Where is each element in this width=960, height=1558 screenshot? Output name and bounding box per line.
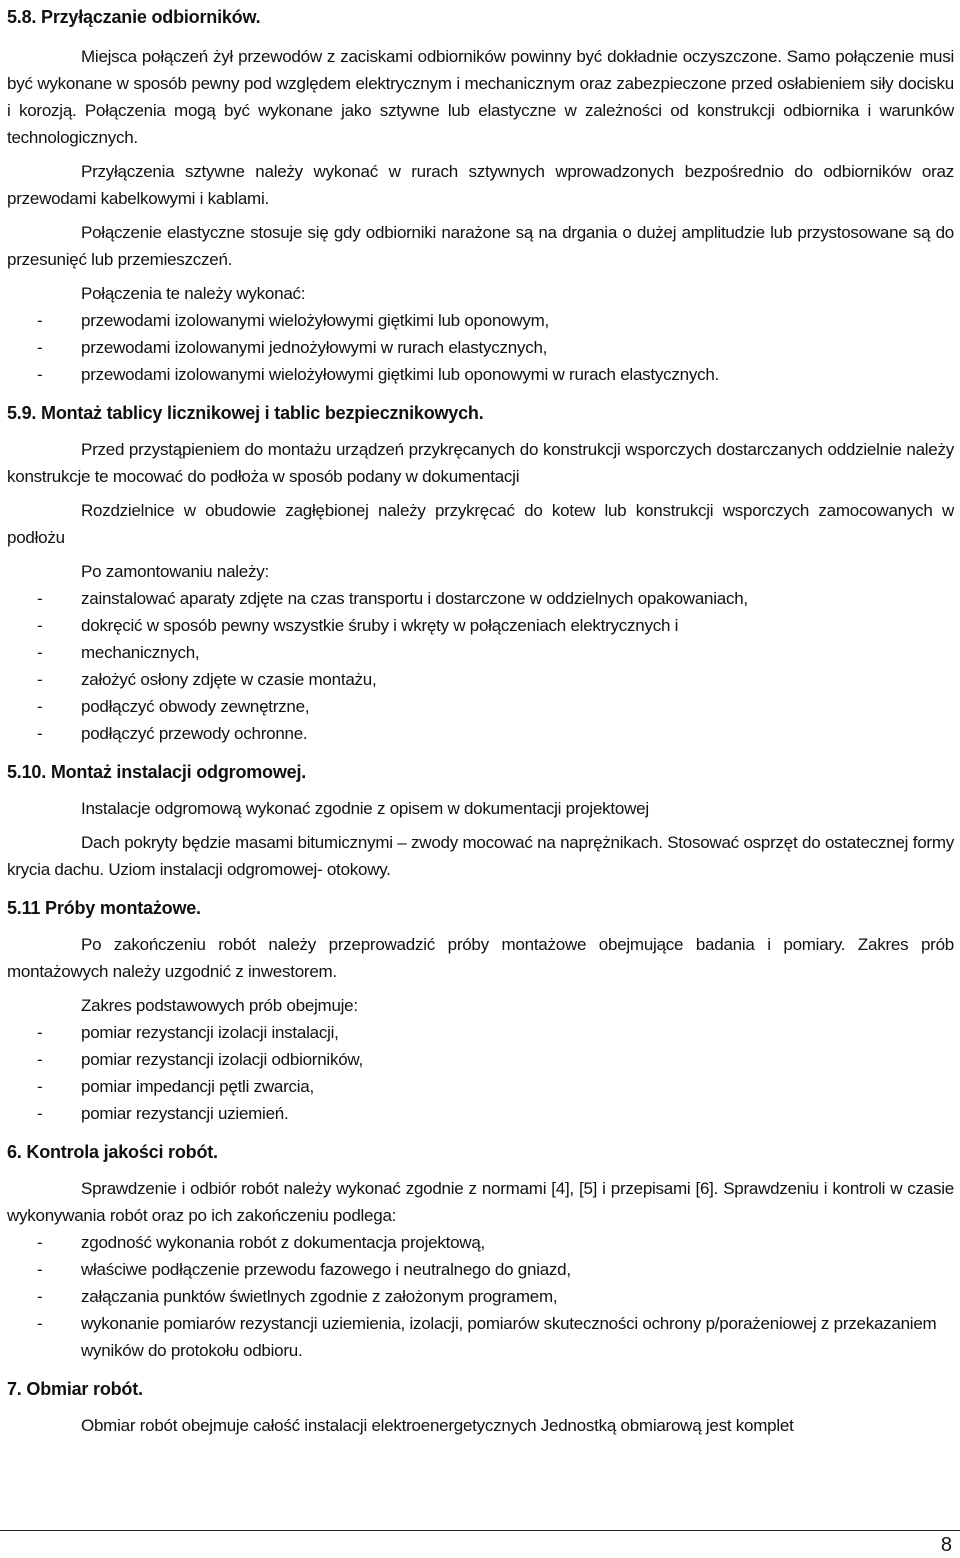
section-heading-5-8: 5.8. Przyłączanie odbiorników.: [7, 7, 261, 27]
list-item: - mechanicznych,: [7, 639, 954, 666]
list-item: - podłączyć przewody ochronne.: [7, 720, 954, 747]
list-item: - podłączyć obwody zewnętrzne,: [7, 693, 954, 720]
bullet-list: [7, 307, 954, 388]
dash-bullet: -: [37, 1023, 43, 1042]
paragraph: Sprawdzenie i odbiór robót należy wykonać zgodnie z normami [4], [5] i przepisami [6]. Sprawdzeniu i kontroli w czasie wykonywania robót oraz po ich zakończeniu podlega:: [7, 1179, 954, 1225]
paragraph: Po zakończeniu robót należy przeprowadzić próby montażowe obejmujące badania i pomiary. Zakres prób montażowych należy uzgodnić z inwestorem.: [7, 935, 954, 981]
list-item: - pomiar rezystancji izolacji odbiorników,: [7, 1046, 954, 1073]
footer-divider: [0, 1530, 960, 1531]
list-item: - załączania punktów świetlnych zgodnie z założonym programem,: [7, 1283, 954, 1310]
bullet-list: [7, 1229, 954, 1364]
section-heading-6: 6. Kontrola jakości robót.: [7, 1142, 218, 1162]
dash-bullet: -: [37, 1287, 43, 1306]
list-item: - przewodami izolowanymi wielożyłowymi giętkimi lub oponowymi w rurach elastycznych.: [7, 361, 954, 388]
list-item: - zgodność wykonania robót z dokumentacja projektową,: [7, 1229, 954, 1256]
dash-bullet: -: [37, 338, 43, 357]
section-heading-5-11: 5.11 Próby montażowe.: [7, 898, 201, 918]
paragraph: Miejsca połączeń żył przewodów z zaciskami odbiorników powinny być dokładnie oczyszczone. Samo połączenie musi być wykonane w sposób pewny pod względem elektrycznym i mechanicznym oraz zabezpieczone przed osłabieniem siły docisku i korozją. Połączenia mogą być wykonane jako sztywne lub elastyczne w zależności od konstrukcji odbiornika i warunków technologicznych.: [7, 47, 954, 147]
section-heading-5-10: 5.10. Montaż instalacji odgromowej.: [7, 762, 307, 782]
list-item: - założyć osłony zdjęte w czasie montażu,: [7, 666, 954, 693]
paragraph: Zakres podstawowych prób obejmuje:: [81, 996, 358, 1015]
list-item: - właściwe podłączenie przewodu fazowego i neutralnego do gniazd,: [7, 1256, 954, 1283]
document-page: [7, 6, 954, 1439]
paragraph: Instalacje odgromową wykonać zgodnie z opisem w dokumentacji projektowej: [81, 799, 649, 818]
list-item: - pomiar rezystancji izolacji instalacji,: [7, 1019, 954, 1046]
paragraph: Po zamontowaniu należy:: [81, 562, 269, 581]
paragraph: Rozdzielnice w obudowie zagłębionej należy przykręcać do kotew lub konstrukcji wsporczych zamocowanych w podłożu: [7, 501, 954, 547]
list-item: - dokręcić w sposób pewny wszystkie śruby i wkręty w połączeniach elektrycznych i: [7, 612, 954, 639]
section-heading-5-9: 5.9. Montaż tablicy licznikowej i tablic bezpiecznikowych.: [7, 403, 484, 423]
paragraph: Połączenie elastyczne stosuje się gdy odbiorniki narażone są na drgania o dużej amplitudzie lub przystosowane są do przesunięć lub przemieszczeń.: [7, 223, 954, 269]
section-heading-7: 7. Obmiar robót.: [7, 1379, 143, 1399]
dash-bullet: -: [37, 365, 43, 384]
dash-bullet: -: [37, 670, 43, 689]
list-item: - wykonanie pomiarów rezystancji uziemienia, izolacji, pomiarów skuteczności ochrony p/porażeniowej z przekazaniem wyników do protokołu odbioru.: [7, 1310, 954, 1364]
dash-bullet: -: [37, 1233, 43, 1252]
dash-bullet: -: [37, 311, 43, 330]
paragraph: Obmiar robót obejmuje całość instalacji elektroenergetycznych Jednostką obmiarową jest komplet: [81, 1416, 794, 1435]
dash-bullet: -: [37, 1104, 43, 1123]
dash-bullet: -: [37, 616, 43, 635]
dash-bullet: -: [37, 1077, 43, 1096]
paragraph: Przyłączenia sztywne należy wykonać w rurach sztywnych wprowadzonych bezpośrednio do odbiorników oraz przewodami kabelkowymi i kablami.: [7, 162, 954, 208]
list-item: - przewodami izolowanymi jednożyłowymi w rurach elastycznych,: [7, 334, 954, 361]
dash-bullet: -: [37, 1314, 43, 1333]
list-item: - zainstalować aparaty zdjęte na czas transportu i dostarczone w oddzielnych opakowaniach,: [7, 585, 954, 612]
bullet-list: [7, 585, 954, 747]
dash-bullet: -: [37, 697, 43, 716]
dash-bullet: -: [37, 1050, 43, 1069]
bullet-list: [7, 1019, 954, 1127]
list-item: - pomiar rezystancji uziemień.: [7, 1100, 954, 1127]
page-number: 8: [940, 1534, 952, 1556]
paragraph: Przed przystąpieniem do montażu urządzeń przykręcanych do konstrukcji wsporczych dostarczanych oddzielnie należy konstrukcje te mocować do podłoża w sposób podany w dokumentacji: [7, 440, 954, 486]
list-item: - pomiar impedancji pętli zwarcia,: [7, 1073, 954, 1100]
paragraph: Połączenia te należy wykonać:: [81, 284, 306, 303]
dash-bullet: -: [37, 589, 43, 608]
dash-bullet: -: [37, 643, 43, 662]
list-item: - przewodami izolowanymi wielożyłowymi giętkimi lub oponowym,: [7, 307, 954, 334]
dash-bullet: -: [37, 724, 43, 743]
paragraph: Dach pokryty będzie masami bitumicznymi – zwody mocować na naprężnikach. Stosować osprzęt do ostatecznej formy krycia dachu. Uziom instalacji odgromowej- otokowy.: [7, 833, 954, 879]
dash-bullet: -: [37, 1260, 43, 1279]
